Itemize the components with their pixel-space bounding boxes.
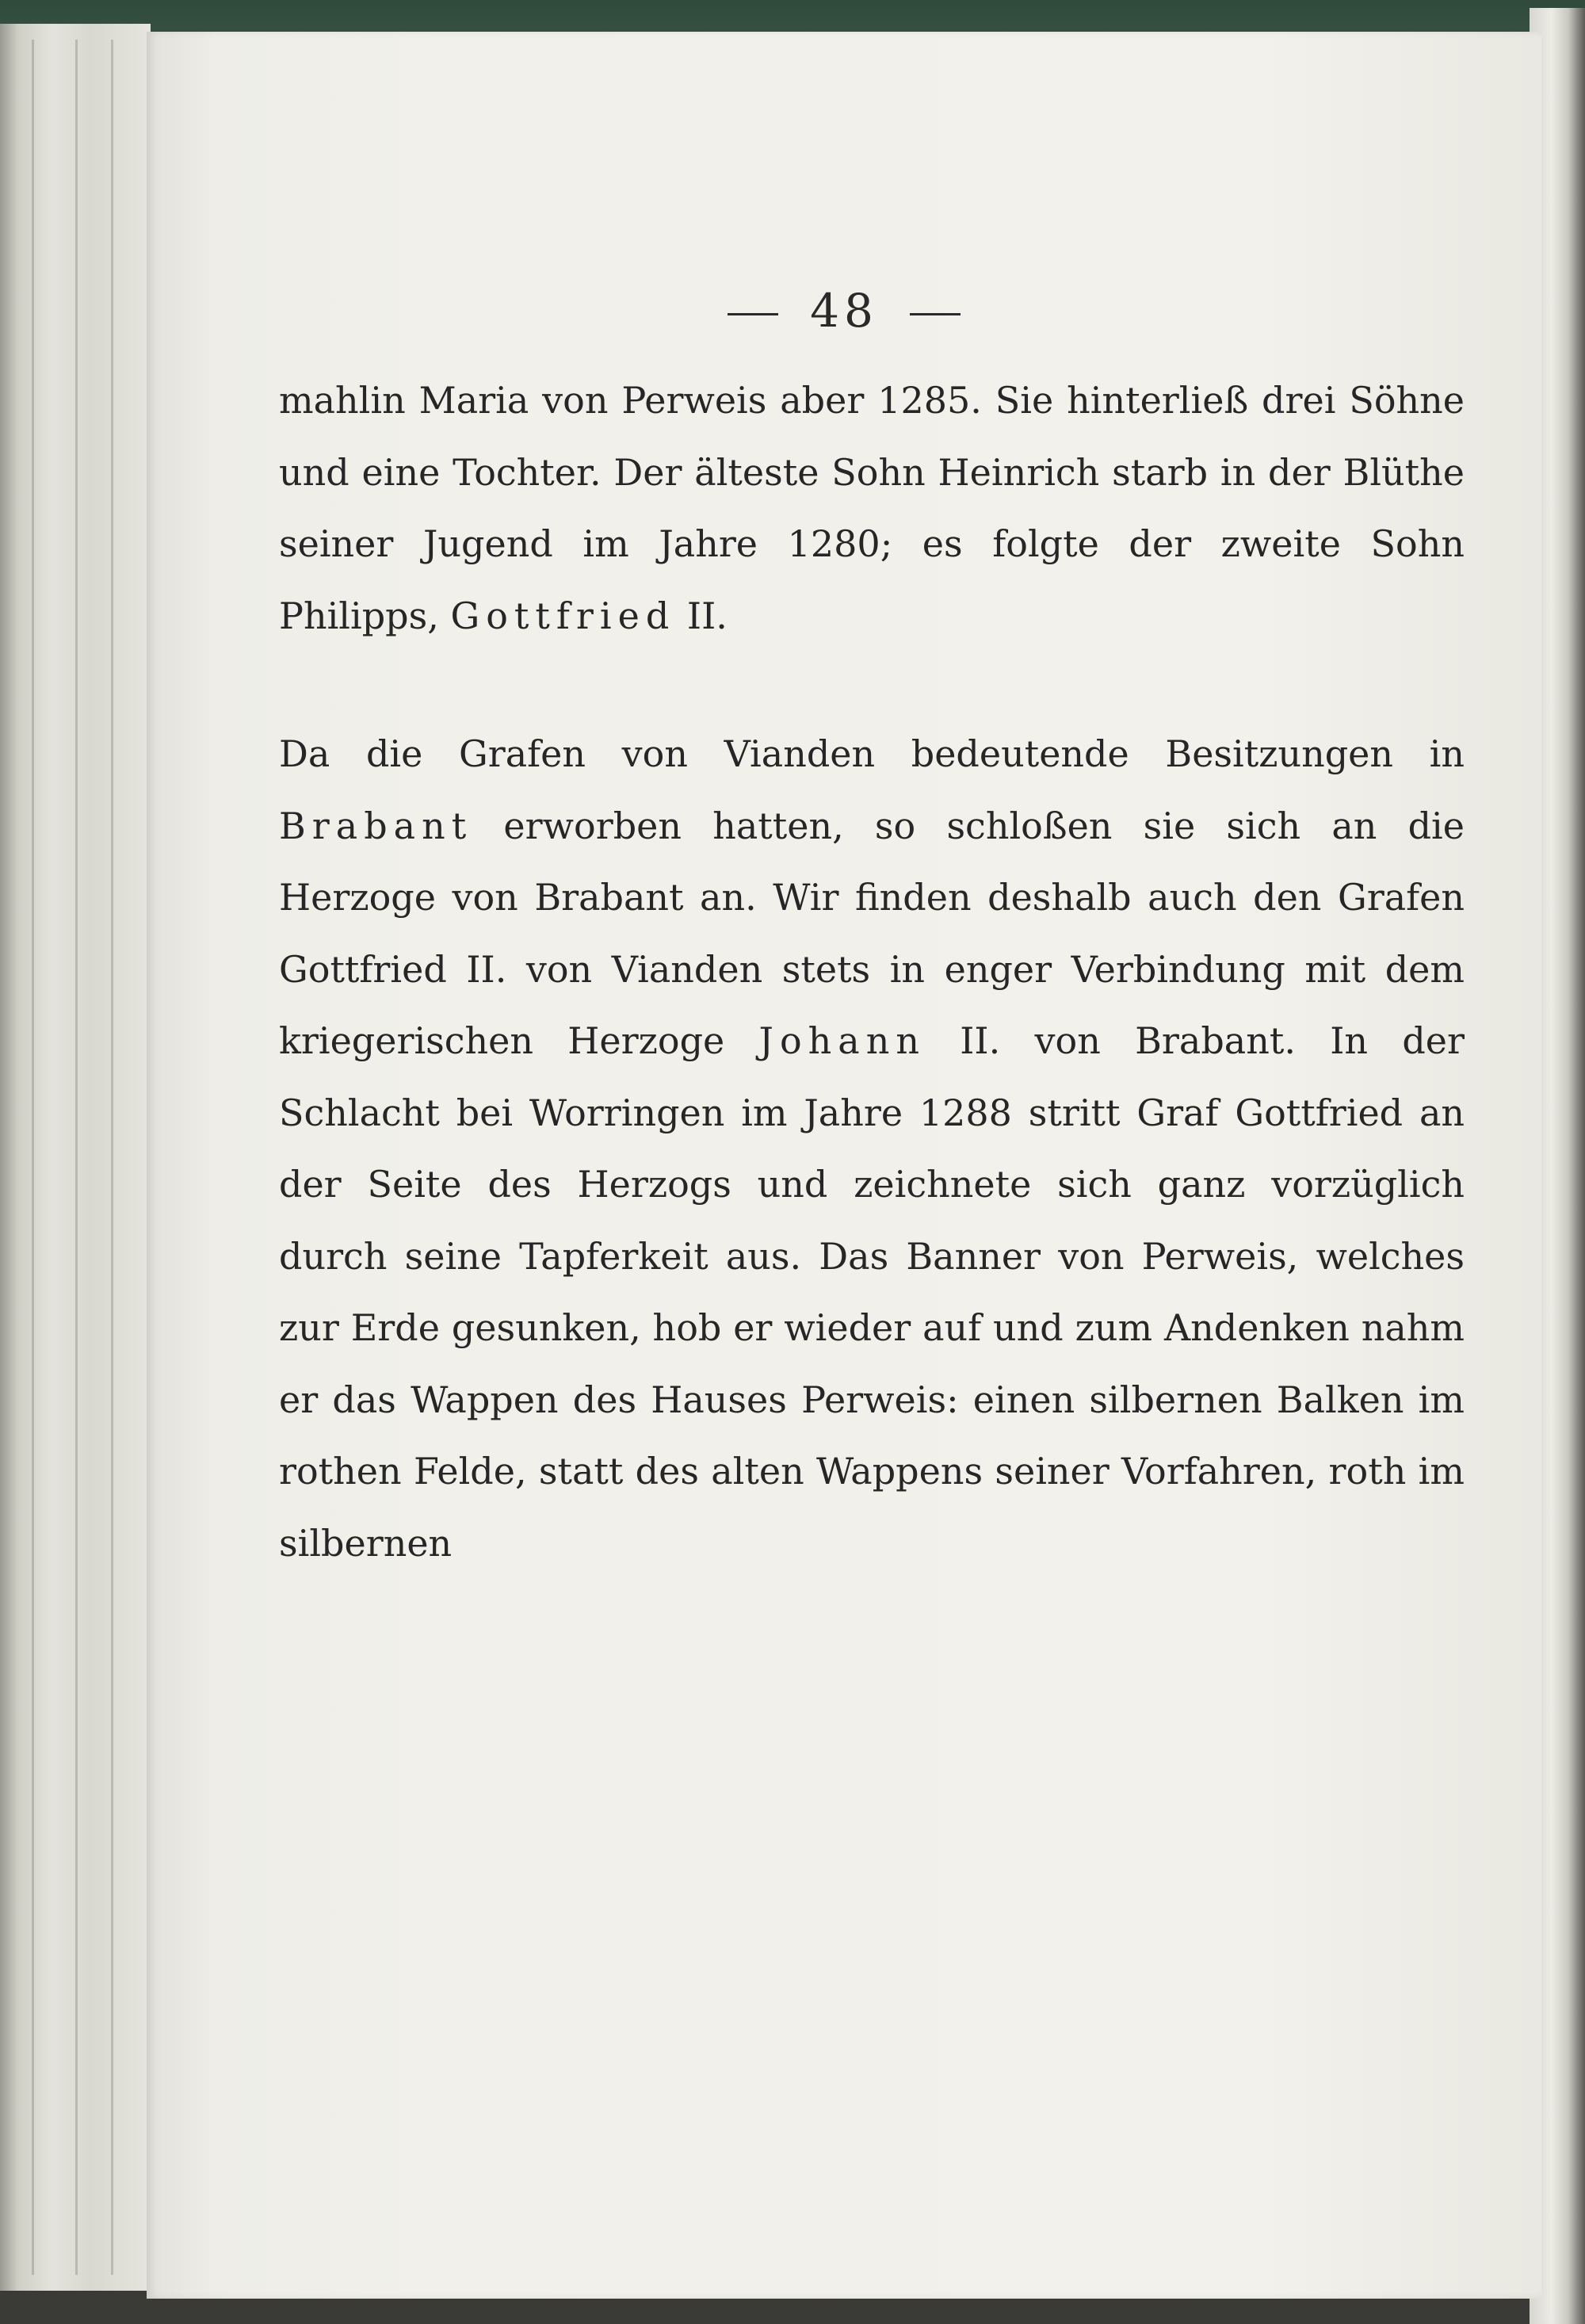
paragraph-1 [279,365,1465,652]
spaced-name: Johann [758,1019,926,1062]
text-run: mahlin Maria von Perweis aber 1285. Sie hinterließ drei Söhne und eine Tochter. Der älteste Sohn Heinrich starb in der Blüthe seiner Jugend im Jahre 1280; es folgte der zweite Sohn Philipps, [279,379,1465,637]
page-number-dash-right [910,313,961,315]
spaced-name: Gottfried [450,594,676,637]
page-number-value: 48 [810,284,878,338]
spaced-name: Brabant [279,804,473,847]
text-run: II. von Brabant. In der Schlacht bei Worringen im Jahre 1288 stritt Graf Gottfried an der Seite des Herzogs und zeichnete sich ganz vorzüglich durch seine Tapferkeit aus. Das Banner von Perweis, welches zur Erde gesunken, hob er wieder auf und zum Andenken nahm er das Wappen des Hauses Perweis: einen silbernen Balken im rothen Felde, statt des alten Wappens seiner Vorfahren, roth im silbernen [279,1019,1465,1565]
page-number [147,284,1541,338]
paragraph-2 [279,718,1465,1579]
body-text [279,365,1465,1579]
text-run: Da die Grafen von Vianden bedeutende Besitzungen in [279,732,1465,775]
text-run: II. [675,594,728,637]
text-run: erworben hatten, so schloßen sie sich an die Herzoge von Brabant an. Wir finden deshalb auch den Grafen Gottfried II. von Vianden stets in enger Verbindung mit dem kriegerischen Herzoge [279,804,1465,1062]
page-number-dash-left [728,313,778,315]
left-page-stack [0,24,151,2291]
